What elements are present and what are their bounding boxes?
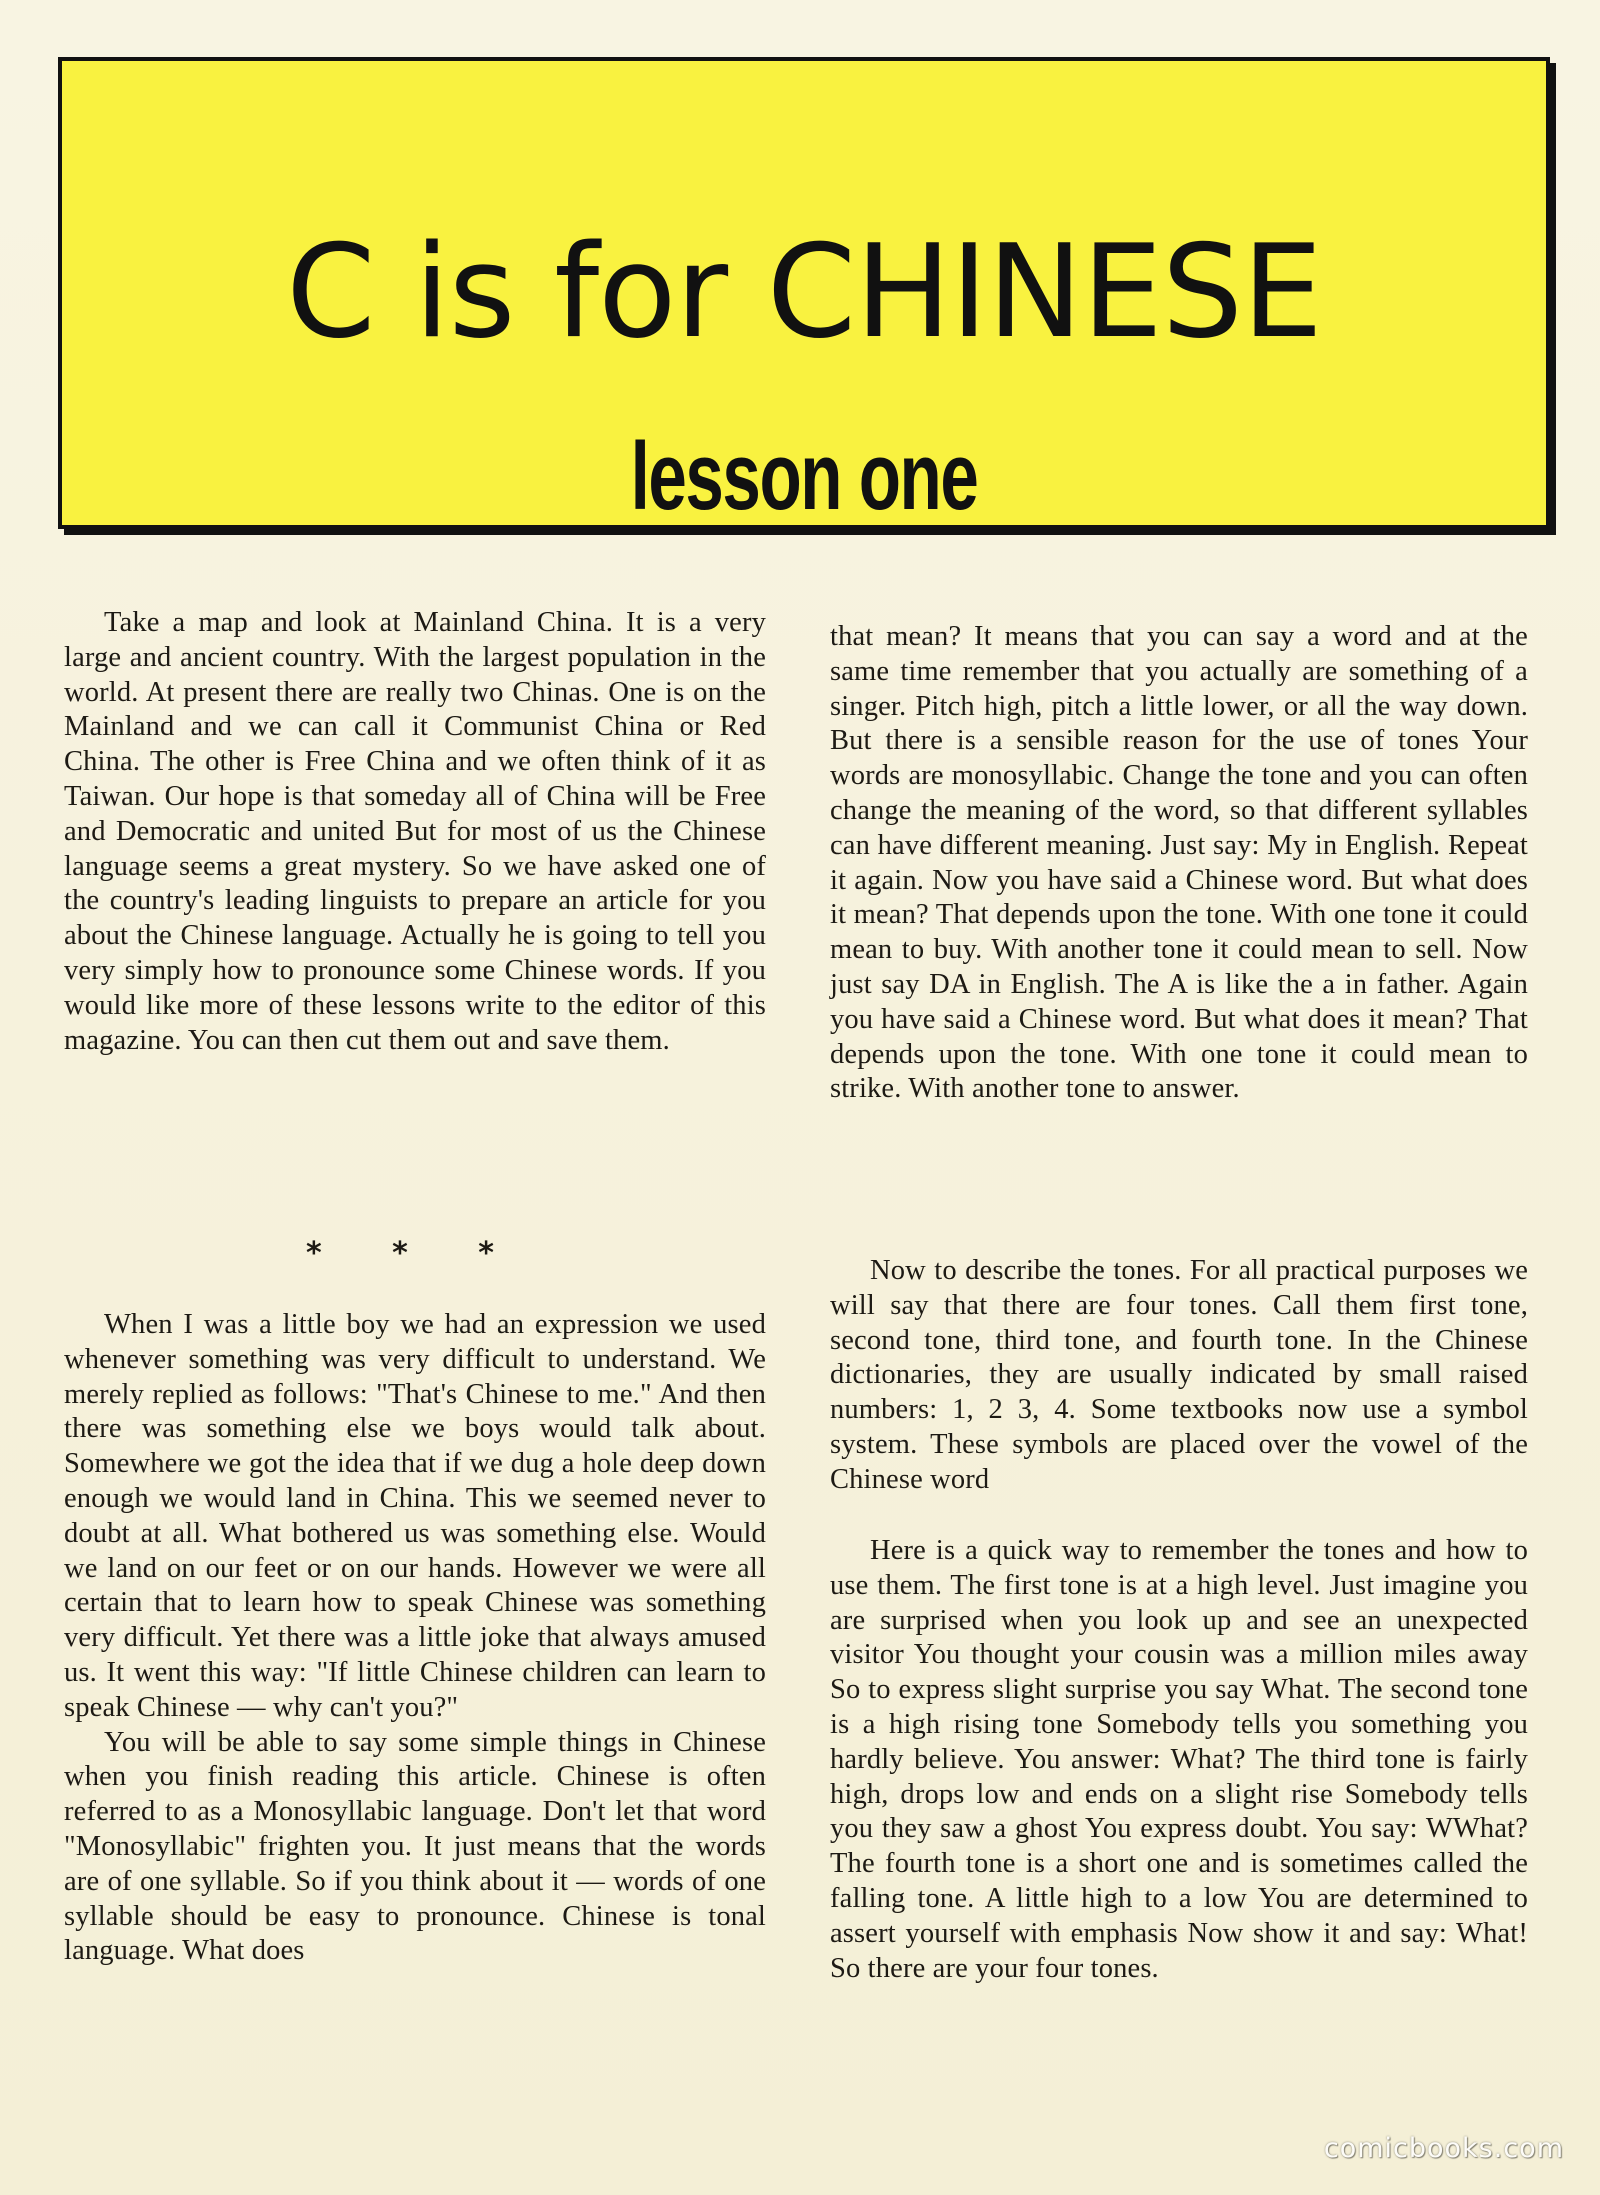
paragraph-childhood: When I was a little boy we had an expression we used whenever something was very difficult to understand. We merely replied as follows: "That's Chinese to me." And then there was something else we boys would talk about. Somewhere we got the idea that if we dug a hole deep down enough we would land in China. This we seemed never to doubt at all. What bothered us was something else. Would we land on our feet or on our hands. However we were all certain that to learn how to speak Chinese was something very difficult. Yet there was a little joke that always amused us. It went this way: "If little Chinese children can learn to speak Chinese — why can't you?": [64, 1309, 766, 1723]
intro-paragraph: Take a map and look at Mainland China. It is a very large and ancient country. With the largest population in the world. At present there are really two Chinas. One is on the Mainland and we can call it Communist China or Red China. The other is Free China and we often think of it as Taiwan. Our hope is that someday all of China will be Free and Democratic and united But for most of us the Chinese language seems a great mystery. So we have asked one of the country's leading linguists to prepare an article for you about the Chinese language. Actually he is going to tell you very simply how to pronounce some Chinese words. If you would like more of these lessons write to the editor of this magazine. You can then cut them out and save them.: [64, 607, 766, 1056]
paragraph-tonal-continued: that mean? It means that you can say a word and at the same time remember that you actually are something of a singer. Pitch high, pitch a little lower, or all the way down. But there is a sensible reason for the use of tones Your words are monosyllabic. Change the tone and you can often change the meaning of the word, so that different syllables can have different meaning. Just say: My in English. Repeat it again. Now you have said a Chinese word. But what does it mean? That depends upon the tone. With one tone it could mean to buy. With another tone it could mean to sell. Now just say DA in English. The A is like the a in father. Again you have said a Chinese word. But what does it mean? That depends upon the tone. With one tone it could mean to strike. With another tone to answer.: [830, 621, 1528, 1105]
right-column-middle: [830, 1254, 1528, 1498]
title-banner: [58, 57, 1550, 529]
page-title: C is for CHINESE: [286, 218, 1322, 367]
paragraph-describe-tones: Now to describe the tones. For all practical purposes we will say that there are four tones. Call them first tone, second tone, third tone, and fourth tone. In the Chinese dictionaries, they are usually indicated by small raised numbers: 1, 2 3, 4. Some textbooks now use a symbol system. These symbols are placed over the vowel of the Chinese word: [830, 1255, 1528, 1495]
intro-text-block: [64, 606, 766, 1058]
right-column-bottom: [830, 1534, 1528, 1986]
left-column-body: [64, 1308, 766, 1969]
section-separator: * * *: [306, 1236, 524, 1271]
site-watermark: comicbooks.com: [1323, 2133, 1564, 2164]
page-subtitle: lesson one: [630, 423, 978, 530]
paragraph-monosyllabic: You will be able to say some simple things in Chinese when you finish reading this article. Chinese is often referred to as a Monosyllabic language. Don't let that word "Monosyllabic" frighten you. It just means that the words are of one syllable. So if you think about it — words of one syllable should be easy to pronounce. Chinese is tonal language. What does: [64, 1726, 766, 1967]
paragraph-remember-tones: Here is a quick way to remember the tones and how to use them. The first tone is at a high level. Just imagine you are surprised when you look up and see an unexpected visitor You thought your cousin was a million miles away So to express slight surprise you say What. The second tone is a high rising tone Somebody tells you something you hardly believe. You answer: What? The third tone is fairly high, drops low and ends on a slight rise Somebody tells you they saw a ghost You express doubt. You say: WWhat? The fourth tone is a short one and is sometimes called the falling tone. A little high to a low You are determined to assert yourself with emphasis Now show it and say: What! So there are your four tones.: [830, 1535, 1528, 1984]
right-column-top: [830, 620, 1528, 1107]
